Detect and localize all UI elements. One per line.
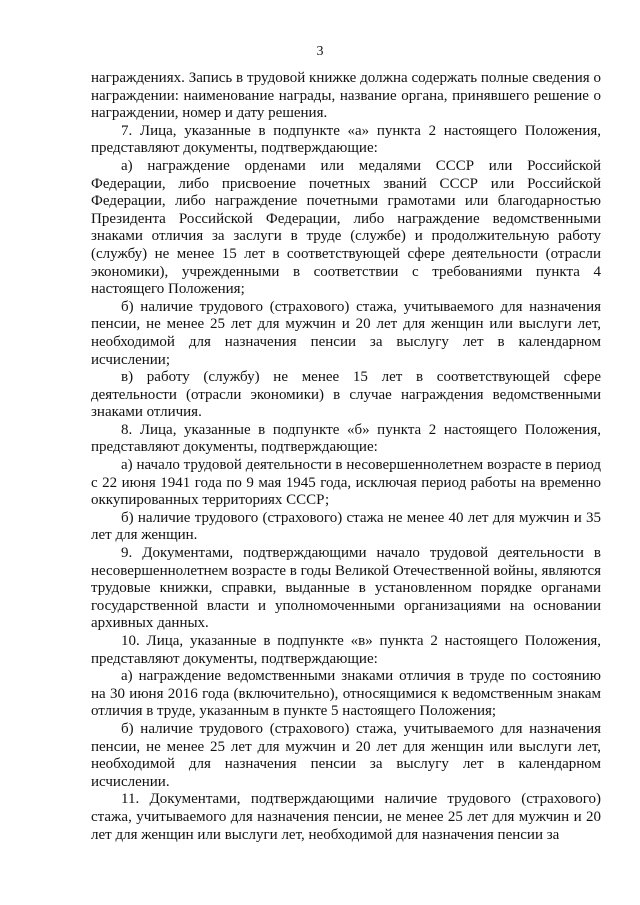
page-number: 3 bbox=[316, 44, 324, 59]
paragraph-item-8b: б) наличие трудового (страхового) стажа не менее 40 лет для мужчин и 35 лет для женщин. bbox=[91, 509, 601, 544]
paragraph-item-9: 9. Документами, подтверждающими начало трудовой деятельности в несовершеннолетнем возрасте в годы Великой Отечественной войны, являются трудовые книжки, справки, выданные в установленном порядке органами государственной власти и уполномоченными организациями на основании архивных данных. bbox=[91, 545, 601, 632]
paragraph-item-7v: в) работу (службу) не менее 15 лет в соответствующей сфере деятельности (отрасли экономики) в случае награждения ведомственными знаками отличия. bbox=[91, 369, 601, 421]
paragraph-item-8: 8. Лица, указанные в подпункте «б» пункта 2 настоящего Положения, представляют документы, подтверждающие: bbox=[91, 421, 601, 456]
paragraph-item-7: 7. Лица, указанные в подпункте «а» пункта 2 настоящего Положения, представляют документы, подтверждающие: bbox=[91, 122, 601, 157]
paragraph-item-10: 10. Лица, указанные в подпункте «в» пункта 2 настоящего Положения, представляют документы, подтверждающие: bbox=[91, 633, 601, 667]
paragraph-item-10a: а) награждение ведомственными знаками отличия в труде по состоянию на 30 июня 2016 года (включительно), относящимися к ведомственным знакам отличия в труде, указанным в пункте 5 настоящего Положения; bbox=[91, 668, 601, 720]
paragraph-item-11: 11. Документами, подтверждающими наличие трудового (страхового) стажа, учитываемого для назначения пенсии, не менее 25 лет для мужчин и 20 лет для женщин или выслуги лет, необходимой для назначения пенсии за bbox=[91, 791, 601, 843]
paragraph-continuation: награждениях. Запись в трудовой книжке должна содержать полные сведения о награждении: наименование награды, название органа, принявшего решение о награждении, номер и дату решения. bbox=[91, 70, 601, 122]
paragraph-item-10b: б) наличие трудового (страхового) стажа, учитываемого для назначения пенсии, не менее 25 лет для мужчин и 20 лет для женщин или выслуги лет, необходимой для назначения пенсии за выслугу лет в календарном исчислении. bbox=[91, 720, 601, 790]
paragraph-item-8a: а) начало трудовой деятельности в несовершеннолетнем возрасте в период с 22 июня 1941 года по 9 мая 1945 года, исключая период работы на временно оккупированных территориях СССР; bbox=[91, 457, 601, 509]
paragraph-item-7a: а) награждение орденами или медалями СССР или Российской Федерации, либо присвоение почетных званий СССР или Российской Федерации, либо награждение почетными грамотами или благодарностью Президента Российской Федерации, либо награждение ведомственными знаками отличия за заслуги в труде (службе) и продолжительную работу (службу) не менее 15 лет в соответствующей сфере деятельности (отрасли экономики), учрежденными в соответствии с требованиями пункта 4 настоящего Положения; bbox=[91, 157, 601, 298]
paragraph-item-7b: б) наличие трудового (страхового) стажа, учитываемого для назначения пенсии, не менее 25 лет для мужчин и 20 лет для женщин или выслуги лет, необходимой для назначения пенсии за выслугу лет в календарном исчислении; bbox=[91, 298, 601, 368]
document-body bbox=[91, 70, 601, 844]
